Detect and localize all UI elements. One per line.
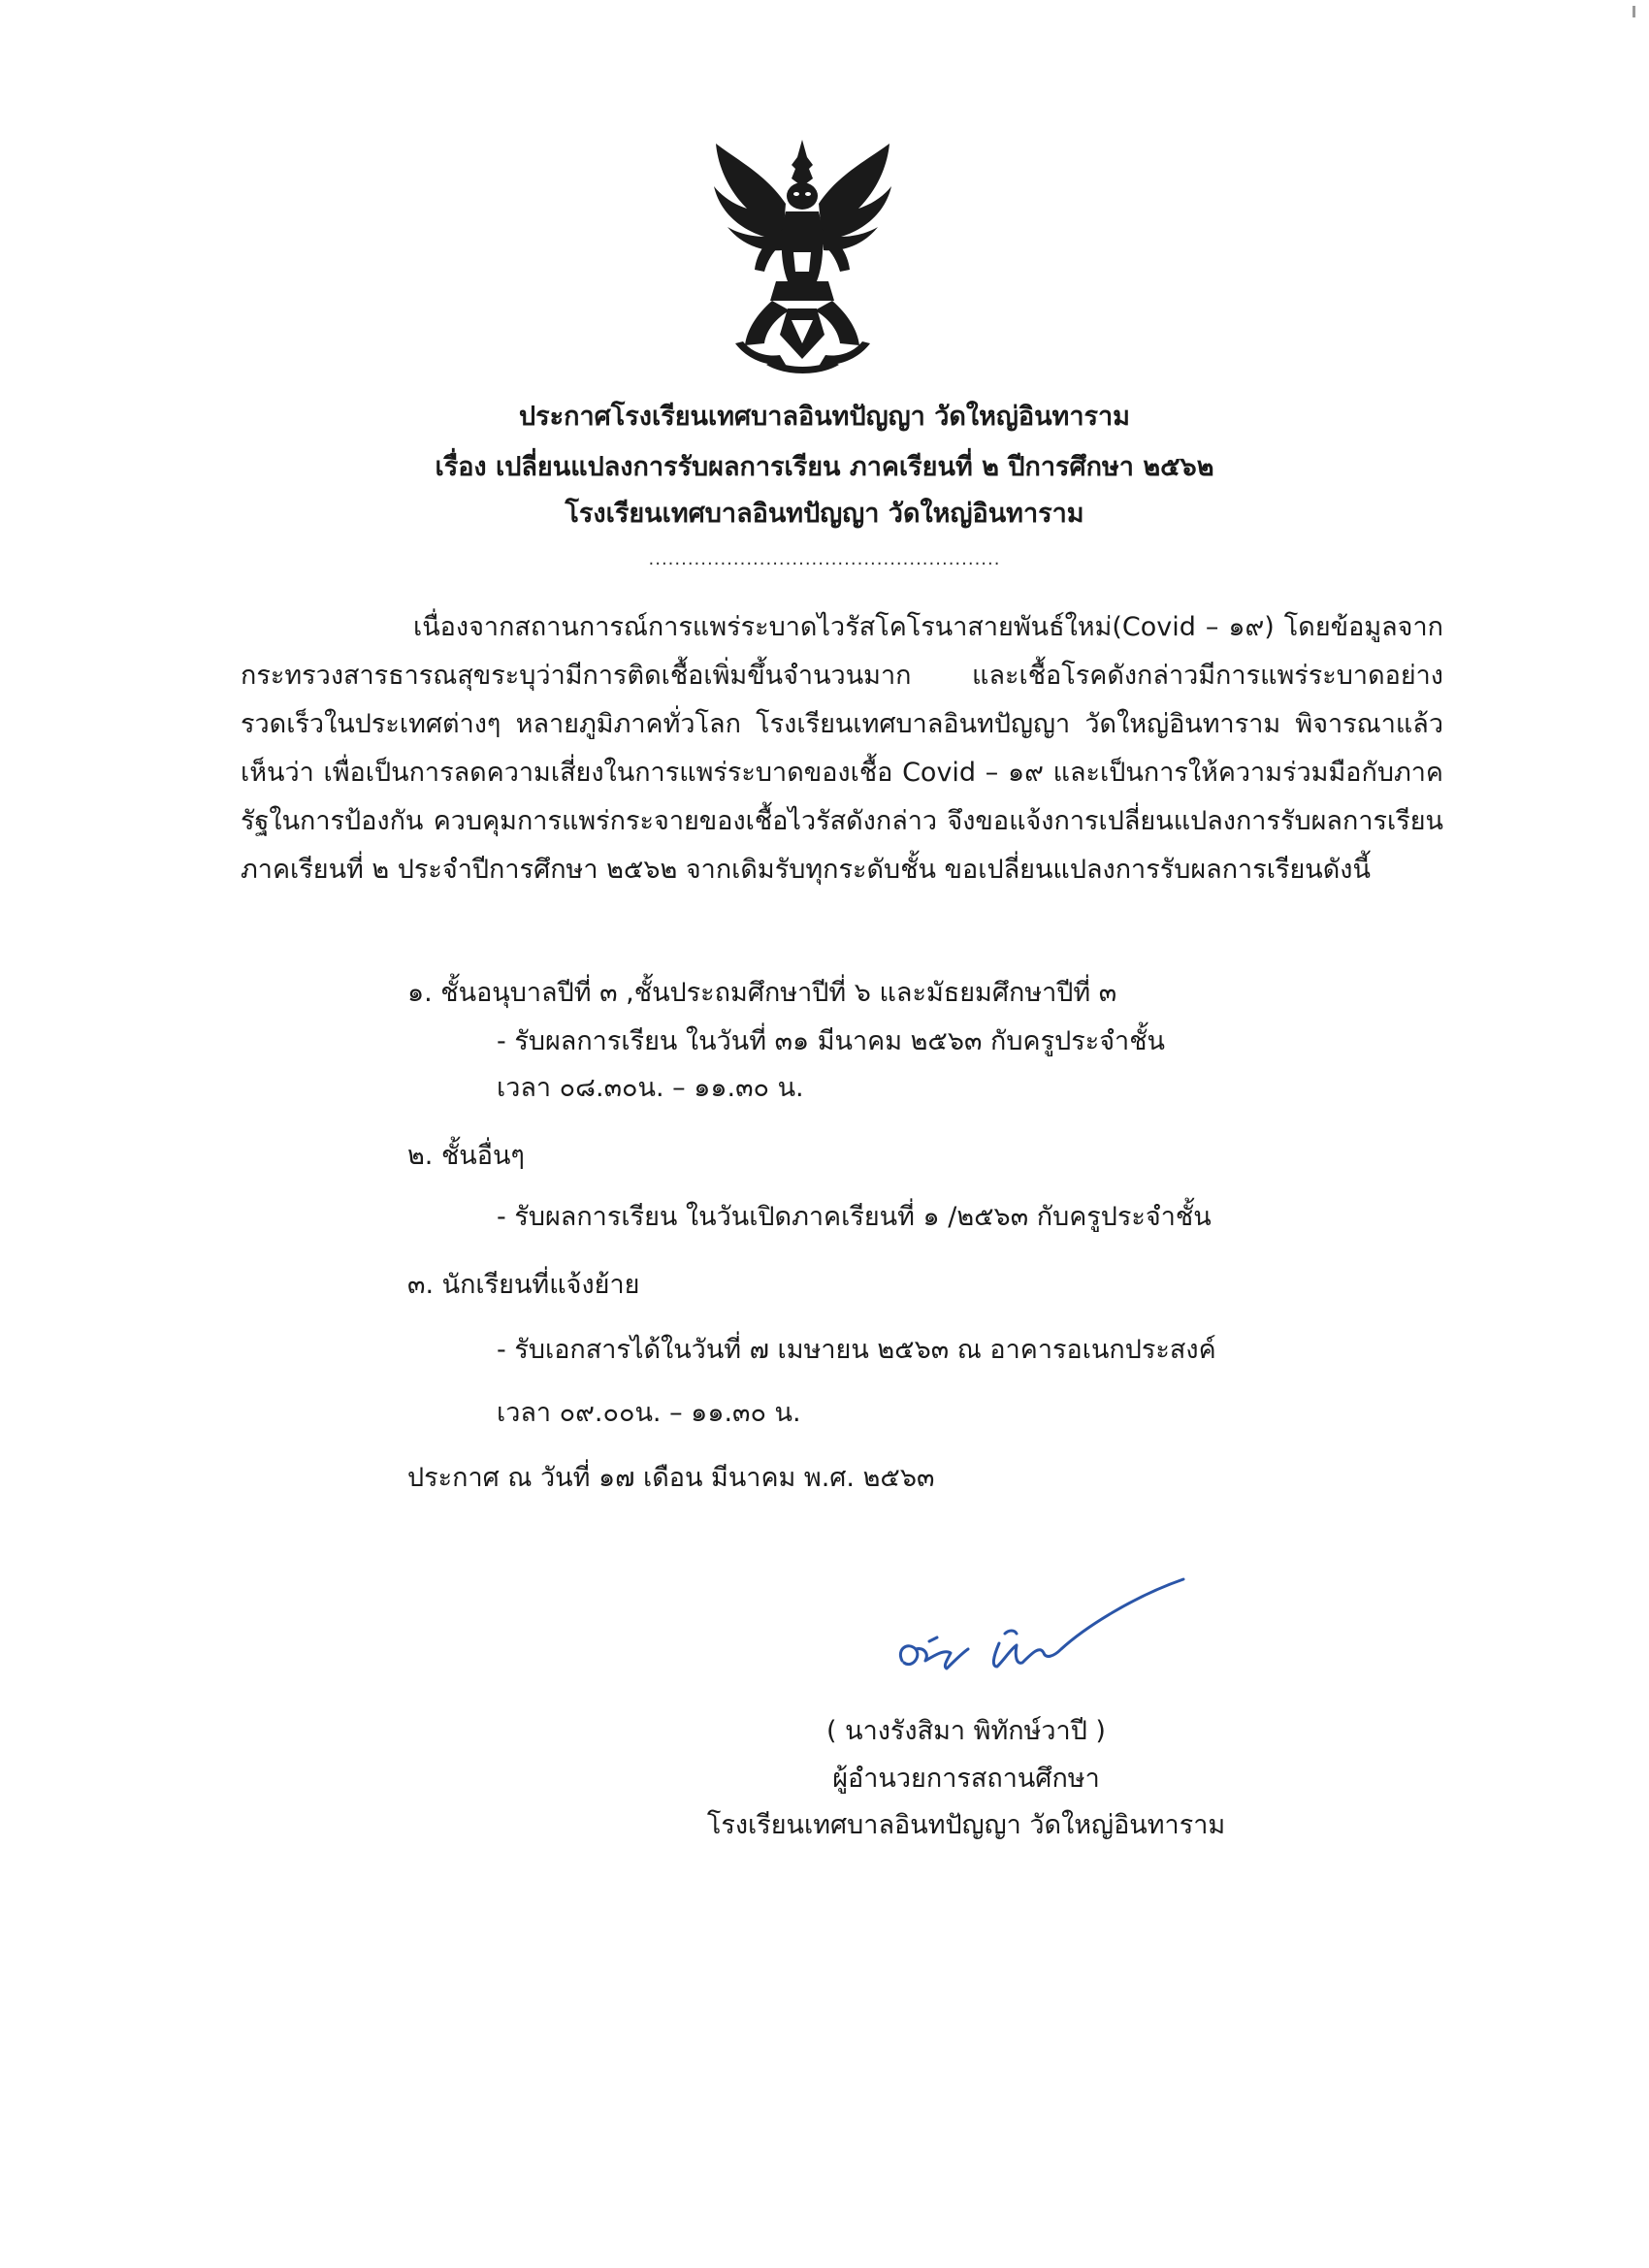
- item-3-title: ๓. นักเรียนที่แจ้งย้าย: [407, 1270, 640, 1300]
- item-1-title: ๑. ชั้นอนุบาลปีที่ ๓ ,ชั้นประถมศึกษาปีที่ ๖ และมัธยมศึกษาปีที่ ๓: [407, 978, 1117, 1008]
- item-3-detail: - รับเอกสารได้ในวันที่ ๗ เมษายน ๒๕๖๓ ณ อาคารอเนกประสงค์: [497, 1335, 1216, 1365]
- handwritten-signature: [890, 1552, 1191, 1688]
- item-1-detail: - รับผลการเรียน ในวันที่ ๓๑ มีนาคม ๒๕๖๓ กับครูประจำชั้น: [497, 1026, 1165, 1056]
- item-2-detail: - รับผลการเรียน ในวันเปิดภาคเรียนที่ ๑ /๒๕๖๓ กับครูประจำชั้น: [497, 1202, 1212, 1232]
- item-2-title: ๒. ชั้นอื่นๆ: [407, 1141, 525, 1171]
- announcement-subject: เรื่อง เปลี่ยนแปลงการรับผลการเรียน ภาคเรียนที่ ๒ ปีการศึกษา ๒๕๖๒: [435, 452, 1214, 482]
- scan-mark: [1633, 6, 1635, 17]
- school-name: โรงเรียนเทศบาลอินทปัญญา วัดใหญ่อินทาราม: [565, 499, 1084, 529]
- announcement-title: ประกาศโรงเรียนเทศบาลอินทปัญญา วัดใหญ่อินทาราม: [519, 402, 1130, 432]
- signatory-organization: โรงเรียนเทศบาลอินทปัญญา วัดใหญ่อินทาราม: [706, 1810, 1226, 1840]
- signatory-name: ( นางรังสิมา พิทักษ์วาปี ): [826, 1716, 1106, 1746]
- item-3-time: เวลา ๐๙.๐๐น. – ๑๑.๓๐ น.: [497, 1398, 801, 1428]
- item-1-time: เวลา ๐๘.๓๐น. – ๑๑.๓๐ น.: [497, 1073, 804, 1103]
- separator-line: ......................................................: [648, 549, 1001, 569]
- body-paragraph: เนื่องจากสถานการณ์การแพร่ระบาดไวรัสโคโรนาสายพันธ์ใหม่(Covid – ๑๙) โดยข้อมูลจากกระทรวงสารธารณสุขระบุว่ามีการติดเชื้อเพิ่มขึ้นจำนวนมาก และเชื้อโรคดังกล่าวมีการแพร่ระบาดอย่างรวดเร็วในประเทศต่างๆ หลายภูมิภาคทั่วโลก โรงเรียนเทศบาลอินทปัญญา วัดใหญ่อินทาราม พิจารณาแล้วเห็นว่า เพื่อเป็นการลดความเสี่ยงในการแพร่ระบาดของเชื้อ Covid – ๑๙ และเป็นการให้ความร่วมมือกับภาครัฐในการป้องกัน ควบคุมการแพร่กระจายของเชื้อไวรัสดังกล่าว จึงขอแจ้งการเปลี่ยนแปลงการรับผลการเรียน ภาคเรียนที่ ๒ ประจำปีการศึกษา ๒๕๖๒ จากเดิมรับทุกระดับชั้น ขอเปลี่ยนแปลงการรับผลการเรียนดังนี้: [241, 612, 1443, 885]
- garuda-emblem-icon: [708, 136, 897, 378]
- announcement-date: ประกาศ ณ วันที่ ๑๗ เดือน มีนาคม พ.ศ. ๒๕๖๓: [407, 1463, 935, 1493]
- signatory-position: ผู้อำนวยการสถานศึกษา: [832, 1764, 1100, 1794]
